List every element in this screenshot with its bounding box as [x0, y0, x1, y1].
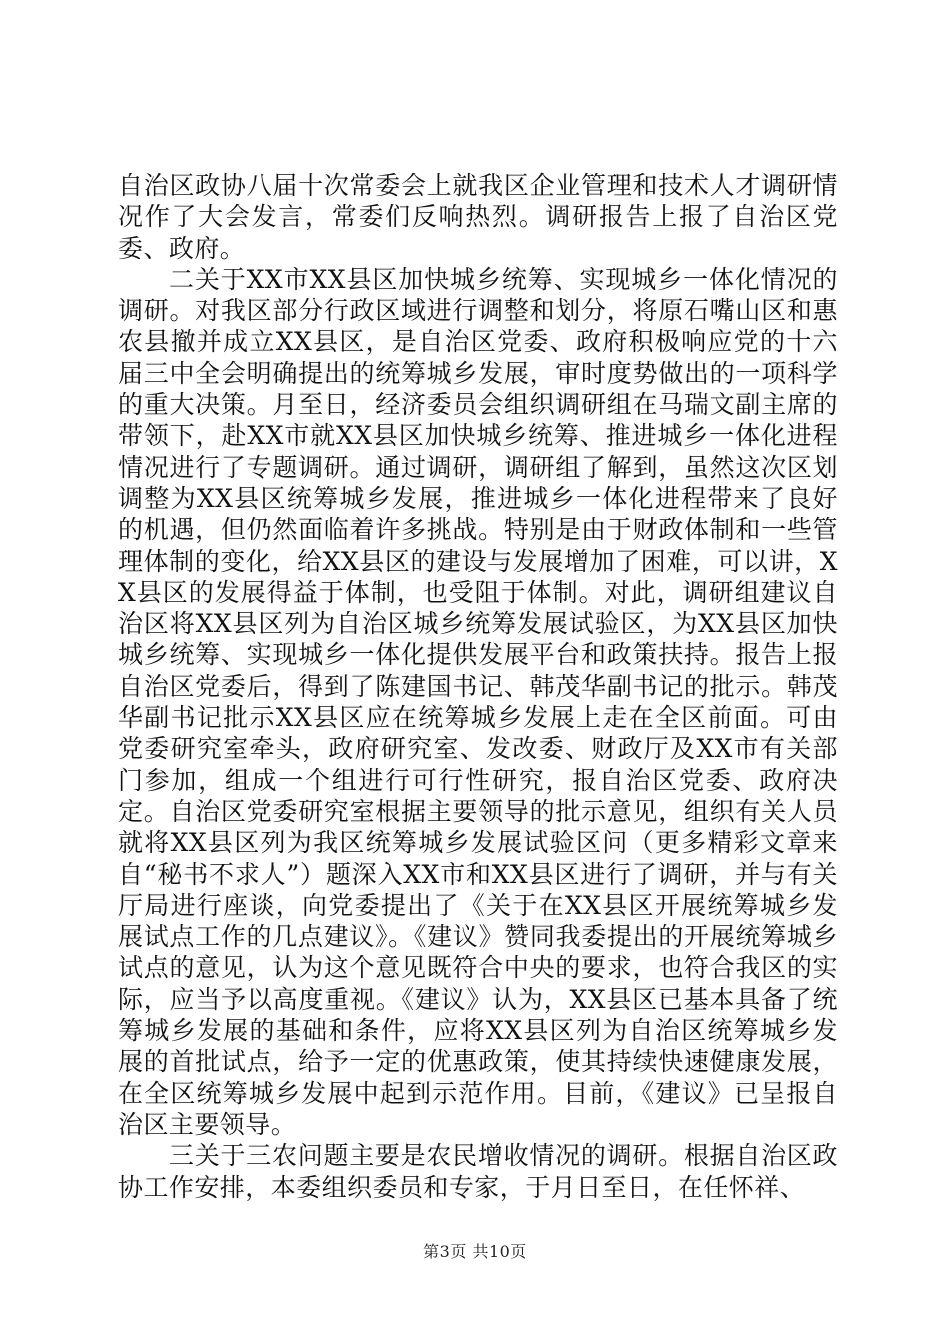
paragraph-2: 二关于XX市XX县区加快城乡统筹、实现城乡一体化情况的调研。对我区部分行政区域进行调整和划分，将原石嘴山区和惠农县撤并成立XX县区，是自治区党委、政府积极响应党的十六届三中全会明确提出的统筹城乡发展，审时度势做出的一项科学的重大决策。月至日，经济委员会组织调研组在马瑞文副主席的带领下，赴XX市就XX县区加快城乡统筹、推进城乡一体化进程情况进行了专题调研。通过调研，调研组了解到，虽然这次区划调整为XX县区统筹城乡发展，推进城乡一体化进程带来了良好的机遇，但仍然面临着许多挑战。特别是由于财政体制和一些管理体制的变化，给XX县区的建设与发展增加了困难，可以讲，XX县区的发展得益于体制，也受阻于体制。对此，调研组建议自治区将XX县区列为自治区城乡统筹发展试验区，为XX县区加快城乡统筹、实现城乡一体化提供发展平台和政策扶持。报告上报自治区党委后，得到了陈建国书记、韩茂华副书记的批示。韩茂华副书记批示XX县区应在统筹城乡发展上走在全区前面。可由党委研究室牵头，政府研究室、发改委、财政厅及XX市有关部门参加，组成一个组进行可行性研究，报自治区党委、政府决定。自治区党委研究室根据主要领导的批示意见，组织有关人员就将XX县区列为我区统筹城乡发展试验区问（更多精彩文章来自“秘书不求人”）题深入XX市和XX县区进行了调研，并与有关厅局进行座谈，向党委提出了《关于在XX县区开展统筹城乡发展试点工作的几点建议》。《建议》赞同我委提出的开展统筹城乡试点的意见，认为这个意见既符合中央的要求，也符合我区的实际，应当予以高度重视。《建议》认为，XX县区已基本具备了统筹城乡发展的基础和条件，应将XX县区列为自治区统筹城乡发展的首批试点，给予一定的优惠政策，使其持续快速健康发展，在全区统筹城乡发展中起到示范作用。目前，《建议》已呈报自治区主要领导。	[118, 264, 838, 1139]
document-body	[118, 170, 838, 1203]
page-number-footer: 第3页 共10页	[423, 1242, 527, 1261]
paragraph-continued: 自治区政协八届十次常委会上就我区企业管理和技术人才调研情况作了大会发言，常委们反响热烈。调研报告上报了自治区党委、政府。	[118, 171, 838, 263]
paragraph-3: 三关于三农问题主要是农民增收情况的调研。根据自治区政协工作安排，本委组织委员和专家，于月日至日，在任怀祥、	[118, 1141, 838, 1202]
